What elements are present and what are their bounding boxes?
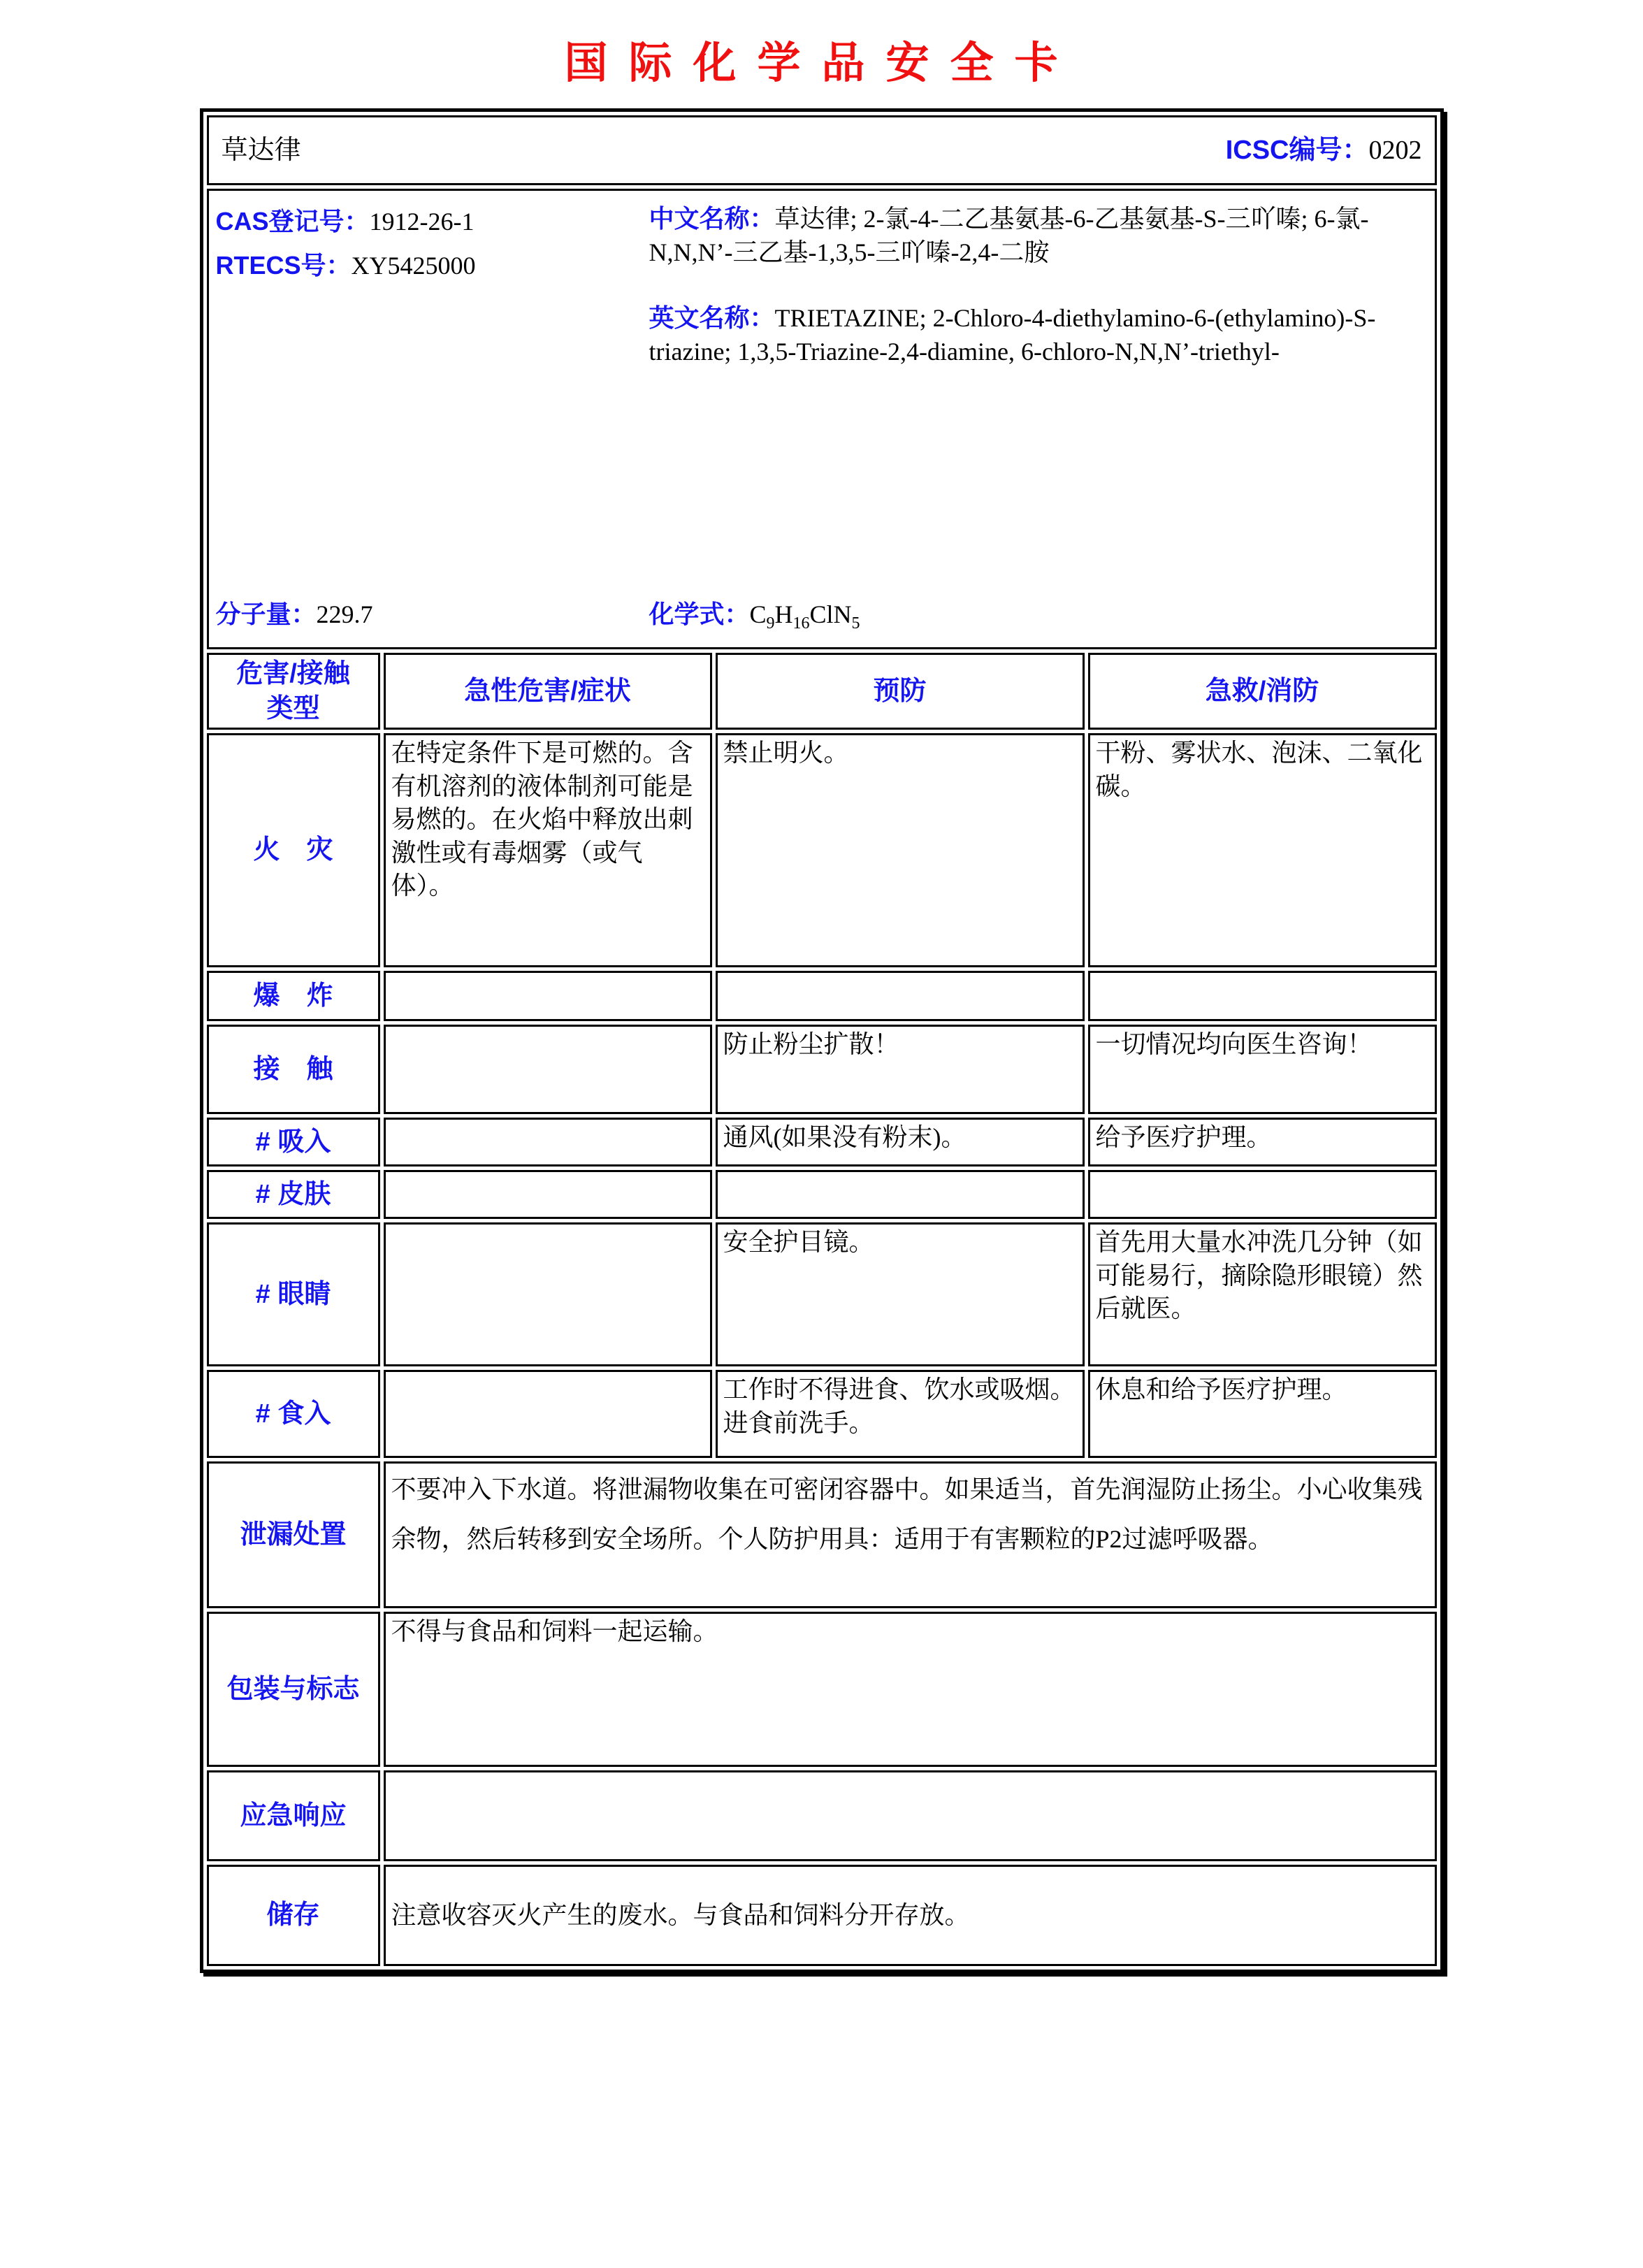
substance-header-bar <box>215 119 1429 182</box>
inhalation-symptoms-cell <box>384 1118 712 1166</box>
formula-subscript: 9 <box>766 614 775 633</box>
icsc-number-group <box>1226 133 1422 168</box>
explosion-row-label: 爆 炸 <box>207 971 380 1021</box>
cas-label: CAS登记号： <box>215 207 370 236</box>
explosion-row <box>207 971 1437 1021</box>
identity-cell <box>207 189 1437 649</box>
explosion-prevention-cell <box>716 971 1085 1021</box>
explosion-firstaid-cell <box>1088 971 1437 1021</box>
inhalation-row-label: # 吸入 <box>207 1118 380 1166</box>
ingestion-row <box>207 1370 1437 1458</box>
emergency-response-row-label: 应急响应 <box>207 1770 380 1861</box>
inhalation-row <box>207 1118 1437 1166</box>
emergency-response-content-cell <box>384 1770 1437 1861</box>
spillage-content-cell <box>384 1461 1437 1608</box>
hazard-type-header-line2: 类型 <box>266 694 320 724</box>
eyes-symptoms-cell <box>384 1222 712 1366</box>
molecular-weight-line <box>216 598 649 632</box>
storage-content-cell: 注意收容灭火产生的废水。与食品和饲料分开存放。 <box>384 1865 1437 1966</box>
formula-line <box>649 598 1424 632</box>
formula-part: ClN <box>809 600 852 629</box>
rtecs-label: RTECS号： <box>215 250 352 280</box>
exposure-row-label: 接 触 <box>207 1025 380 1114</box>
names-block <box>649 202 1424 368</box>
formula-label: 化学式： <box>649 600 750 629</box>
rtecs-value: XY5425000 <box>351 251 476 280</box>
packaging-row <box>207 1612 1437 1767</box>
ingestion-prevention-cell: 工作时不得进食、饮水或吸烟。进食前洗手。 <box>716 1370 1085 1458</box>
spillage-row <box>207 1461 1437 1608</box>
chinese-name-label: 中文名称： <box>649 204 775 233</box>
icsc-number-label: ICSC编号： <box>1225 135 1369 165</box>
symptoms-header: 急性危害/症状 <box>384 653 712 730</box>
hazard-type-header-line1: 危害/接触 <box>236 659 350 688</box>
page-title: 国际化学品安全卡 <box>564 40 1079 87</box>
fire-row <box>207 733 1437 967</box>
inhalation-prevention-cell: 通风(如果没有粉末)。 <box>716 1118 1085 1166</box>
spillage-content-text: 不要冲入下水道。将泄漏物收集在可密闭容器中。如果适当，首先润湿防止扬尘。小心收集残余物，然后转移到安全场所。个人防护用具：适用于有害颗粒的P2过滤呼吸器。 <box>391 1475 1423 1553</box>
ingestion-firstaid-cell: 休息和给予医疗护理。 <box>1088 1370 1437 1458</box>
exposure-firstaid-cell: 一切情况均向医生咨询！ <box>1088 1025 1437 1114</box>
rtecs-line <box>216 249 649 283</box>
fire-symptoms-cell: 在特定条件下是可燃的。含有机溶剂的液体制剂可能是易燃的。在火焰中释放出刺激性或有毒烟雾（或气体）。 <box>384 733 712 967</box>
english-name-line <box>649 301 1424 368</box>
storage-row <box>207 1865 1437 1966</box>
packaging-row-label: 包装与标志 <box>207 1612 380 1767</box>
exposure-prevention-cell: 防止粉尘扩散！ <box>716 1025 1085 1114</box>
chemical-formula <box>749 600 860 633</box>
english-name-label: 英文名称： <box>649 303 775 333</box>
cas-value: 1912-26-1 <box>369 208 475 236</box>
english-name-value: TRIETAZINE; 2-Chloro-4-diethylamino-6-(ethylamino)-S-triazine; 1,3,5-Triazine-2,4-diamine, 6-chloro-N,N,N’-triethyl- <box>649 304 1376 366</box>
formula-subscript: 16 <box>792 614 810 633</box>
skin-firstaid-cell <box>1088 1170 1437 1219</box>
exposure-row <box>207 1025 1437 1114</box>
skin-prevention-cell <box>716 1170 1085 1219</box>
formula-subscript: 5 <box>851 614 860 633</box>
eyes-firstaid-cell: 首先用大量水冲洗几分钟（如可能易行，摘除隐形眼镜）然后就医。 <box>1088 1222 1437 1366</box>
substance-name: 草达律 <box>221 135 301 165</box>
explosion-symptoms-cell <box>384 971 712 1021</box>
icsc-number-value: 0202 <box>1368 135 1422 165</box>
substance-header-row <box>207 115 1437 185</box>
prevention-header: 预防 <box>716 653 1085 730</box>
hazard-header-row <box>207 653 1437 730</box>
eyes-row-label: # 眼睛 <box>207 1222 380 1366</box>
exposure-symptoms-cell <box>384 1025 712 1114</box>
identity-right-column <box>649 202 1428 632</box>
chinese-name-line <box>649 202 1424 269</box>
chinese-name-value: 草达律; 2-氯-4-二乙基氨基-6-乙基氨基-S-三吖嗪; 6-氯-N,N,N’-三乙基-1,3,5-三吖嗪-2,4-二胺 <box>649 205 1369 266</box>
fire-firstaid-cell: 干粉、雾状水、泡沫、二氧化碳。 <box>1088 733 1437 967</box>
molecular-weight-label: 分子量： <box>215 600 317 629</box>
fire-prevention-cell: 禁止明火。 <box>716 733 1085 967</box>
spillage-row-label: 泄漏处置 <box>207 1461 380 1608</box>
identity-grid <box>216 202 1428 632</box>
storage-row-label: 储存 <box>207 1865 380 1966</box>
packaging-content-cell: 不得与食品和饲料一起运输。 <box>384 1612 1437 1767</box>
inhalation-firstaid-cell: 给予医疗护理。 <box>1088 1118 1437 1166</box>
skin-row <box>207 1170 1437 1219</box>
emergency-response-row <box>207 1770 1437 1861</box>
ingestion-row-label: # 食入 <box>207 1370 380 1458</box>
fire-row-label: 火 灾 <box>207 733 380 967</box>
skin-row-label: # 皮肤 <box>207 1170 380 1219</box>
identity-row <box>207 189 1437 649</box>
substance-header-cell <box>207 115 1437 185</box>
molecular-weight-value: 229.7 <box>316 600 373 629</box>
registry-numbers <box>216 202 649 292</box>
eyes-prevention-cell: 安全护目镜。 <box>716 1222 1085 1366</box>
identity-left-column <box>216 202 649 632</box>
formula-part: H <box>774 600 793 629</box>
eyes-row <box>207 1222 1437 1366</box>
skin-symptoms-cell <box>384 1170 712 1219</box>
firstaid-header: 急救/消防 <box>1088 653 1437 730</box>
ingestion-symptoms-cell <box>384 1370 712 1458</box>
formula-part: C <box>749 600 767 629</box>
icsc-card-table <box>200 108 1444 1973</box>
cas-line <box>216 205 649 239</box>
hazard-type-header <box>207 653 380 730</box>
